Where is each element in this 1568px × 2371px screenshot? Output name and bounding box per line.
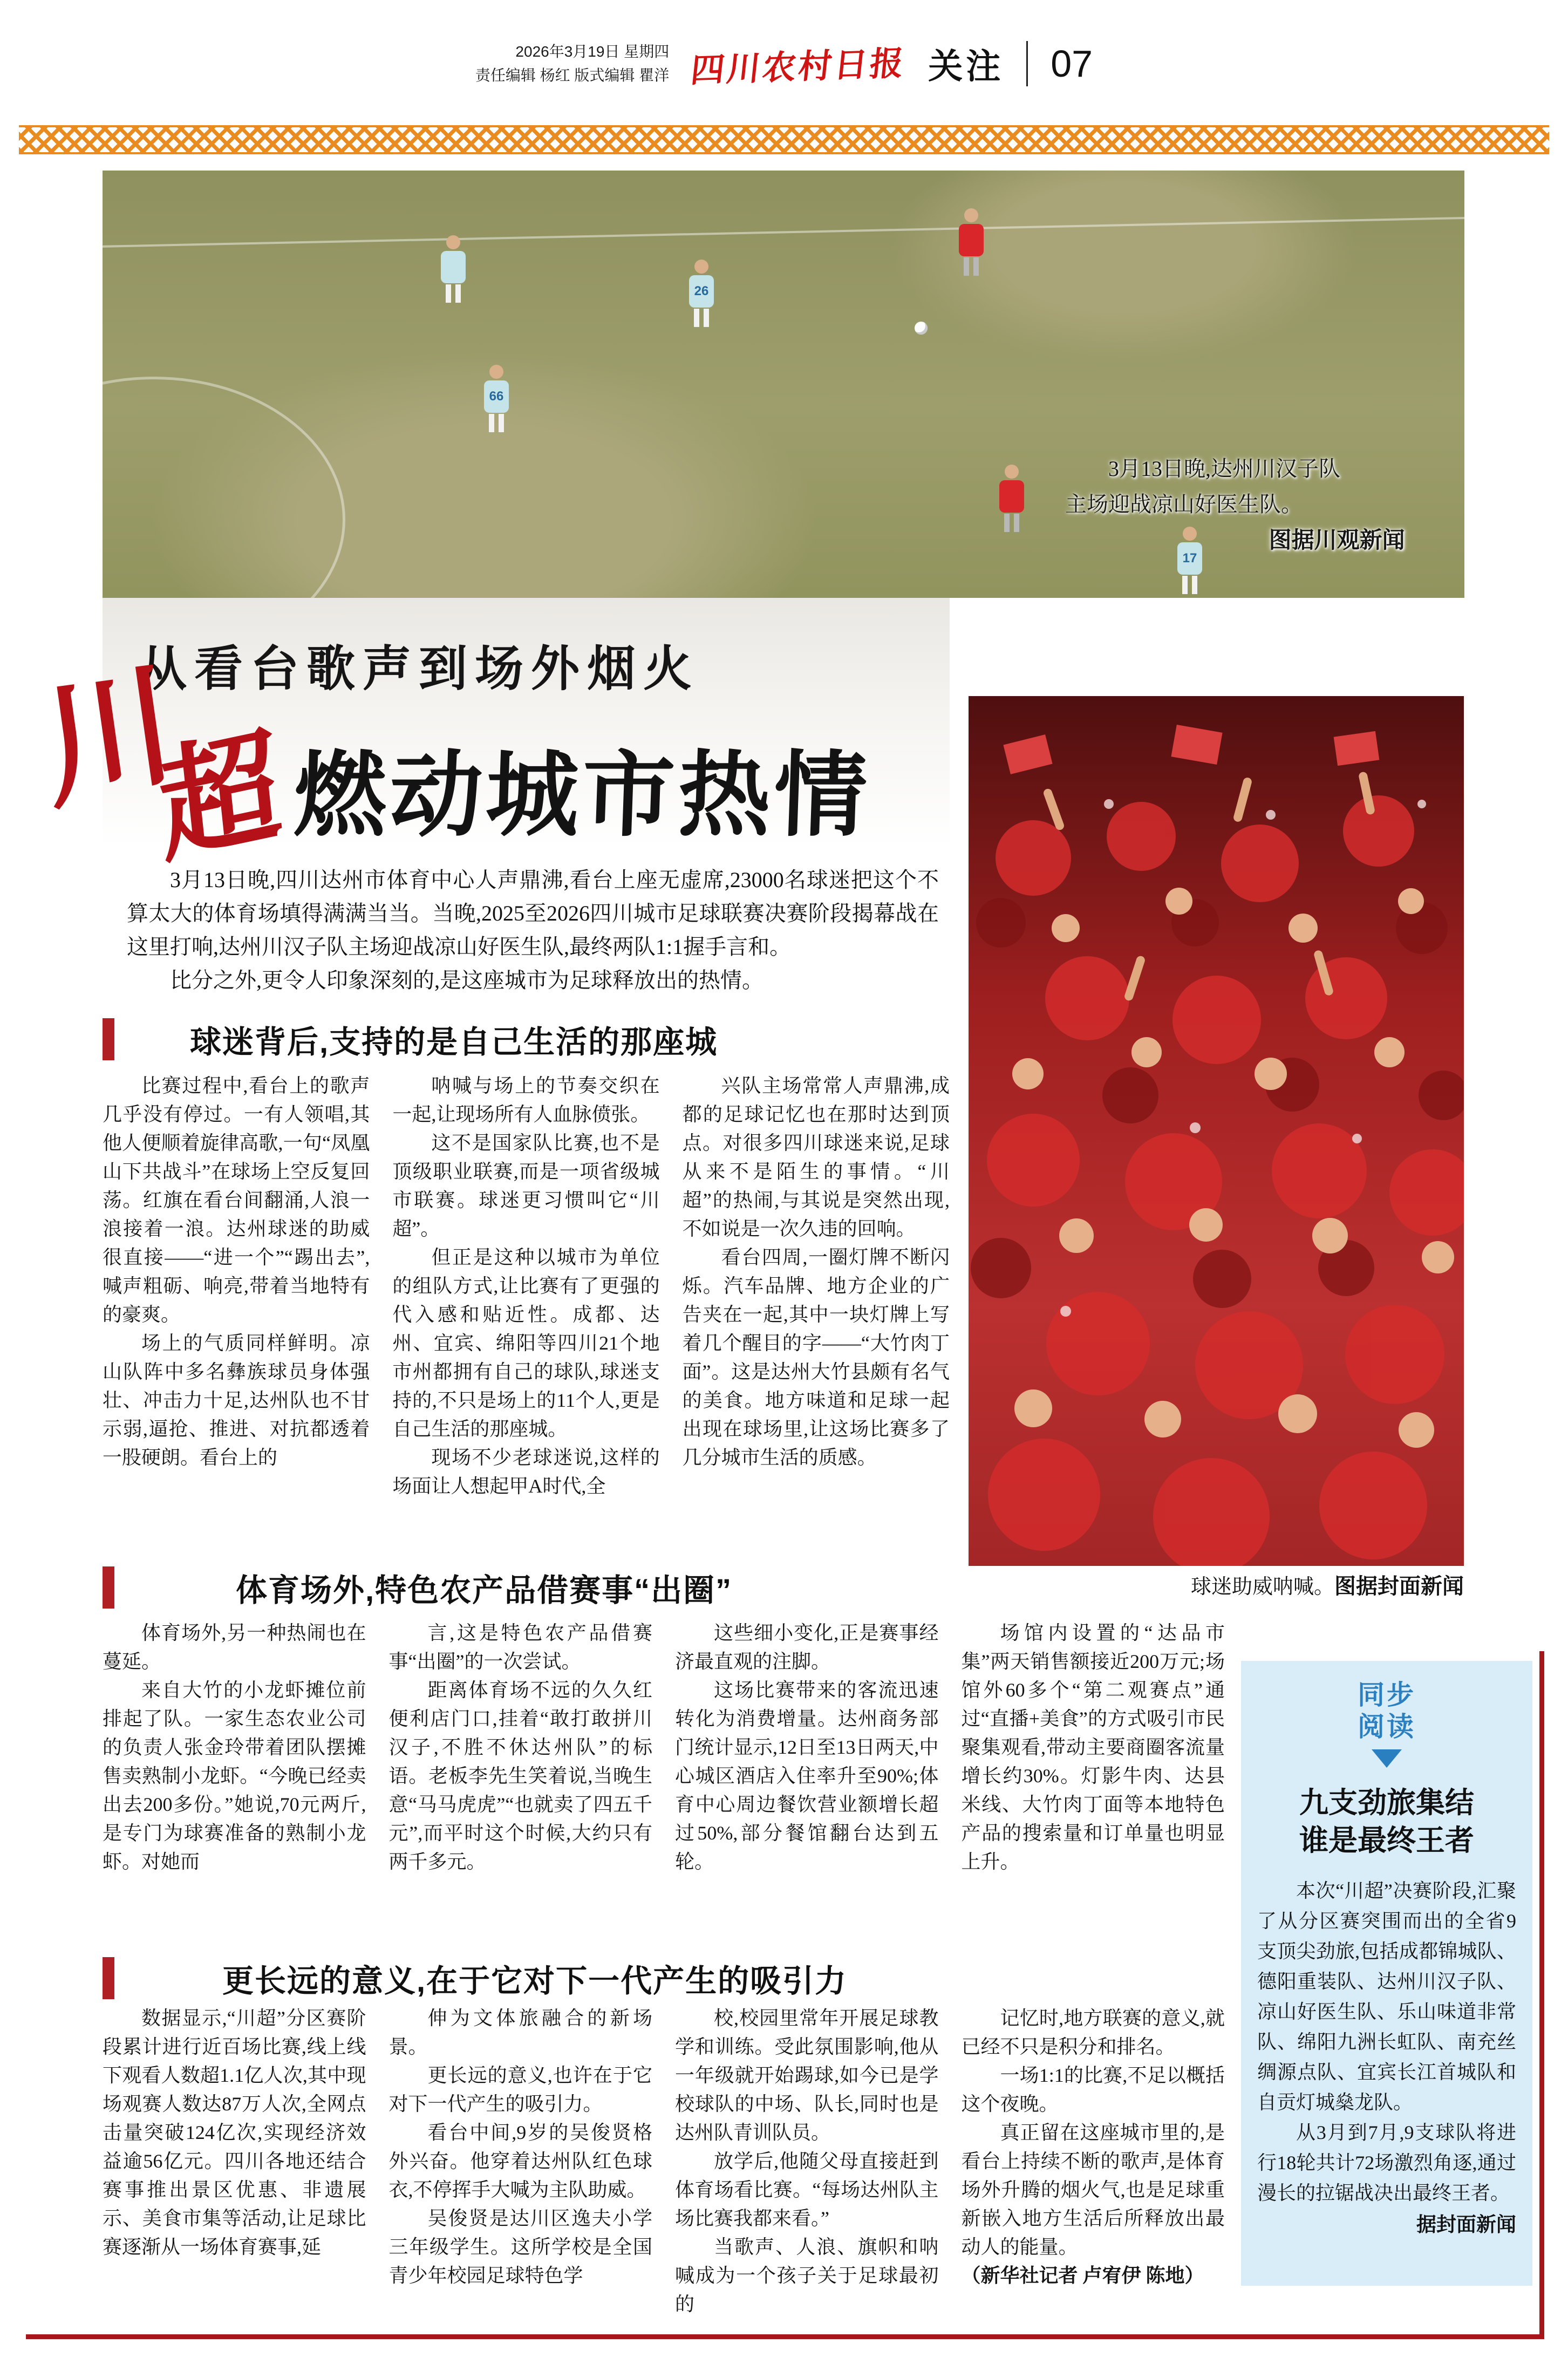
sidebar-title-line1: 九支劲旅集结 bbox=[1299, 1787, 1474, 1819]
frame-vertical-rule bbox=[1539, 1651, 1544, 2339]
section3-col3: 校,校园里常年开展足球教学和训练。受此氛围影响,他从一年级就开始踢球,如今已是学校球队的中场、队长,同时也是达州队青训队员。 放学后,他随父母直接赶到体育场看比赛。“每场达州队主场比赛我都来看。” 当歌声、人浪、旗帜和呐喊成为一个孩子关于足球最初的 bbox=[675, 2007, 939, 2315]
sidebar-sync-reading bbox=[1241, 1661, 1532, 2286]
crowd-photo-credit: 图据封面新闻 bbox=[1334, 1575, 1464, 1598]
field-arc bbox=[103, 377, 345, 598]
section-label: 关注 bbox=[928, 47, 1004, 86]
section3-col1: 数据显示,“川超”分区赛阶段累计进行近百场比赛,线上线下观看人数超1.1亿人次,其中现场观赛人数达87万人次,全网点击量突破124亿次,实现经济效益逾56亿元。四川各地还结合赛事推出景区优惠、非遗展示、美食市集等活动,让足球比赛逐渐从一场体育赛事,延 bbox=[103, 2007, 366, 2258]
section1-heading-row bbox=[103, 1017, 950, 1062]
sidebar-tag bbox=[1257, 1679, 1516, 1743]
player-blue-3 bbox=[437, 235, 469, 303]
section2-col4: 场馆内设置的“达品市集”两天销售额接近200万元;场馆外60多个“第二观赛点”通过“直播+美食”的方式吸引市民聚集观看,带动主要商圈客流量增长约30%。灯影牛肉、达县米线、大竹肉丁面等本地特色产品的搜索量和订单量也明显上升。 bbox=[961, 1622, 1225, 1872]
header-date-block bbox=[475, 40, 669, 87]
player-red-2 bbox=[996, 465, 1028, 532]
main-headline: 燃动城市热情 bbox=[292, 744, 872, 847]
section3-heading: 更长远的意义,在于它对下一代产生的吸引力 bbox=[222, 1964, 848, 1999]
crowd-caption-text: 球迷助威呐喊。 bbox=[1190, 1576, 1334, 1598]
sidebar-tag-line1: 同步 bbox=[1358, 1680, 1416, 1710]
down-triangle-icon bbox=[1372, 1749, 1402, 1768]
sidebar-title-line2: 谁是最终王者 bbox=[1299, 1824, 1474, 1857]
section3-columns bbox=[103, 2004, 1225, 2338]
section1-heading: 球迷背后,支持的是自己生活的那座城 bbox=[190, 1025, 718, 1060]
sidebar-body: 本次“川超”决赛阶段,汇聚了从分区赛突围而出的全省9支顶尖劲旅,包括成都锦城队、德阳重装队、达州川汉子队、凉山好医生队、乐山味道非常队、绵阳九洲长虹队、南充丝绸源点队、宜宾长江首城队和自贡灯城燊龙队。 从3月到7月,9支球队将进行18轮共计72场激烈角逐,通过漫长的拉锯战决出最终王者。 bbox=[1257, 1880, 1516, 2204]
section3-col4: 记忆时,地方联赛的意义,就已经不只是积分和排名。 一场1:1的比赛,不足以概括这个夜晚。 真正留在这座城市里的,是看台上持续不断的歌声,是体育场外升腾的烟火气,也是足球重新嵌入地方生活后所释放出最动人的能量。 （新华社记者 卢宥伊 陈地） bbox=[962, 2004, 1225, 2338]
section2-col1: 体育场外,另一种热闹也在蔓延。 来自大竹的小龙虾摊位前排起了队。一家生态农业公司的负责人张金玲带着团队摆摊售卖熟制小龙虾。“今晚已经卖出去200多份。”她说,70元两斤,是专门为球赛准备的熟制小龙虾。对她而 bbox=[103, 1622, 366, 1872]
soccer-ball bbox=[915, 322, 928, 335]
section2-col3: 这些细小变化,正是赛事经济最直观的注脚。 这场比赛带来的客流迅速转化为消费增量。达州商务部门统计显示,12日至13日两天,中心城区酒店入住率升至90%;体育中心周边餐饮营业额增长超过50%,部分餐馆翻台达到五轮。 bbox=[675, 1622, 939, 1872]
player-blue-26: 26 bbox=[685, 260, 718, 327]
page-number: 07 bbox=[1051, 43, 1093, 85]
red-bar-icon bbox=[103, 1566, 114, 1609]
caption-line-1: 3月13日晚,达州川汉子队 bbox=[1108, 457, 1340, 481]
player-blue-66: 66 bbox=[480, 365, 513, 432]
sidebar-source: 据封面新闻 bbox=[1416, 2213, 1516, 2236]
wheat-ornament-band bbox=[19, 125, 1549, 154]
match-photo-caption bbox=[1065, 451, 1432, 558]
match-photo bbox=[103, 171, 1464, 598]
brand-calligraphy-chao: 超 bbox=[151, 711, 287, 882]
lead-paragraphs: 3月13日晚,四川达州市体育中心人声鼎沸,看台上座无虚席,23000名球迷把这个不算太大的体育场填得满满当当。当晚,2025至2026四川城市足球联赛决赛阶段揭幕战在这里打响,达州川汉子队主场迎战凉山好医生队,最终两队1:1握手言和。 比分之外,更令人印象深刻的,是这座城市为足球释放出的热情。 bbox=[127, 868, 939, 992]
player-blue-17: 17 bbox=[1174, 527, 1206, 594]
frame-horizontal-rule bbox=[26, 2334, 1543, 2339]
crowd-photo bbox=[969, 696, 1464, 1566]
crowd-illustration bbox=[969, 696, 1464, 1566]
section3-heading-row bbox=[103, 1956, 1225, 2001]
headline-kicker: 从看台歌声到场外烟火 bbox=[138, 642, 699, 696]
byline: （新华社记者 卢宥伊 陈地） bbox=[961, 2265, 1204, 2286]
red-bar-icon bbox=[103, 1957, 114, 1999]
section2-columns bbox=[103, 1619, 1225, 1940]
header-date: 2026年3月19日 星期四 bbox=[515, 43, 670, 60]
red-bar-icon bbox=[103, 1018, 114, 1060]
section1-col2: 呐喊与场上的节奏交织在一起,让现场所有人血脉偾张。 这不是国家队比赛,也不是顶级职业联赛,而是一项省级城市联赛。球迷更习惯叫它“川超”。 但正是这种以城市为单位的组队方式,让比赛有了更强的代入感和贴近性。成都、达州、宜宾、绵阳等四川21个地市州都拥有自己的球队,球迷支持的,不只是场上的11个人,更是自己生活的那座城。 现场不少老球迷说,这样的场面让人想起甲A时代,全 bbox=[392, 1075, 660, 1497]
photo-credit: 图据川观新闻 bbox=[1269, 527, 1405, 553]
section1-col3: 兴队主场常常人声鼎沸,成都的足球记忆也在那时达到顶点。对很多四川球迷来说,足球从来不是陌生的事情。“川超”的热闹,与其说是突然出现,不如说是一次久违的回响。 看台四周,一圈灯牌不断闪烁。汽车品牌、地方企业的广告夹在一起,其中一块灯牌上写着几个醒目的字——“大竹肉丁面”。这是达州大竹县颇有名气的美食。地方味道和足球一起出现在球场里,让这场比赛多了几分城市生活的质感。 bbox=[682, 1075, 950, 1468]
header-editors: 责任编辑 杨红 版式编辑 瞿洋 bbox=[475, 67, 670, 84]
masthead-logo: 四川农村日报 bbox=[688, 43, 908, 90]
section2-col2: 言,这是特色农产品借赛事“出圈”的一次尝试。 距离体育场不远的久久红便利店门口,挂着“敢打敢拼川汉子,不胜不休达州队”的标语。老板李先生笑着说,当晚生意“马马虎虎”“也就卖了四五千元”,而平时这个时候,大约只有两千多元。 bbox=[388, 1622, 652, 1872]
header-divider bbox=[1026, 41, 1028, 86]
section1-columns bbox=[103, 1072, 950, 1563]
field-touchline bbox=[103, 216, 1464, 248]
section1-col1: 比赛过程中,看台上的歌声几乎没有停过。一有人领唱,其他人便顺着旋律高歌,一句“凤凰山下共战斗”在球场上空反复回荡。红旗在看台间翻涌,人浪一浪接着一浪。达州球迷的助威很直接——“进一个”“踢出去”,喊声粗砺、响亮,带着当地特有的豪爽。 场上的气质同样鲜明。凉山队阵中多名彝族球员身体强壮、冲击力十足,达州队也不甘示弱,逼抢、推进、对抗都透着一股硬朗。看台上的 bbox=[103, 1075, 370, 1468]
brand-calligraphy-chuan: 川 bbox=[33, 642, 183, 830]
sidebar-title bbox=[1257, 1784, 1516, 1859]
sidebar-tag-line2: 阅读 bbox=[1358, 1712, 1416, 1742]
section2-heading-row bbox=[103, 1565, 1225, 1610]
player-red-1 bbox=[955, 208, 987, 276]
caption-line-2: 主场迎战凉山好医生队。 bbox=[1065, 492, 1303, 516]
section2-heading: 体育场外,特色农产品借赛事“出圈” bbox=[236, 1573, 733, 1608]
section3-col2: 伸为文体旅融合的新场景。 更长远的意义,也许在于它对下一代产生的吸引力。 看台中间,9岁的吴俊贤格外兴奋。他穿着达州队红色球衣,不停挥手大喊为主队助威。 吴俊贤是达川区逸夫小学三年级学生。这所学校是全国青少年校园足球特色学 bbox=[388, 2007, 652, 2286]
page-header bbox=[0, 39, 1568, 88]
